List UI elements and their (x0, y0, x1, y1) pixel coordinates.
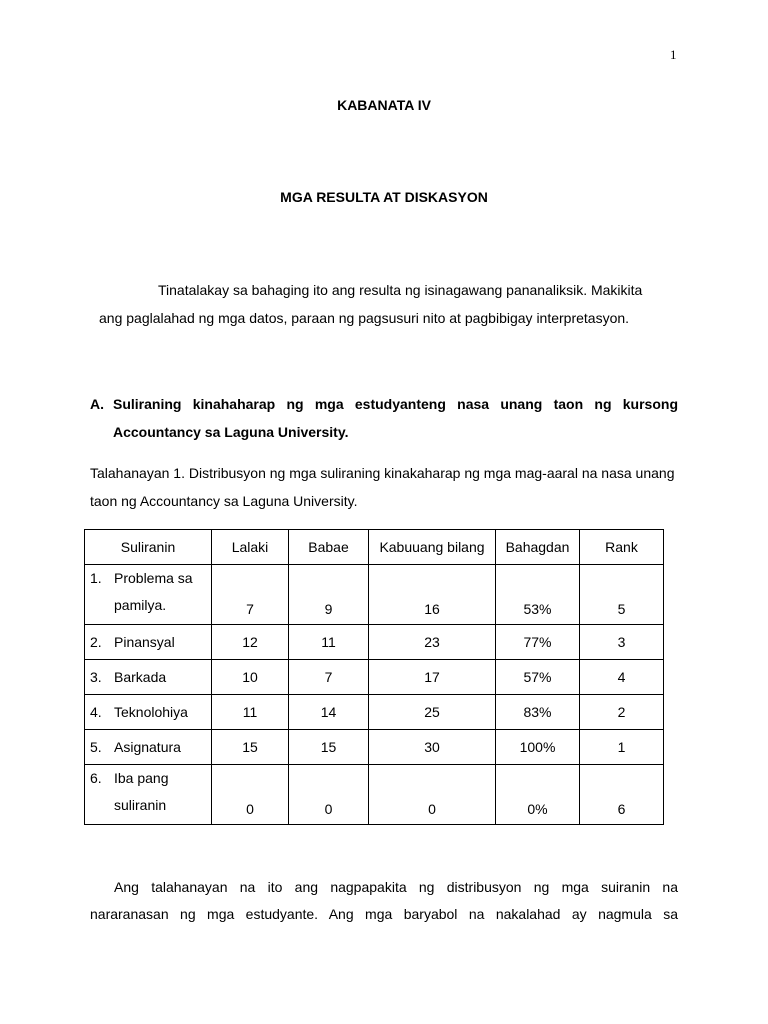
table-row (85, 660, 664, 695)
body-line-1: Ang talahanayan na ito ang nagpapakita ng distribusyon ng mga suiranin na (114, 879, 678, 895)
row-number: 2. (90, 634, 102, 650)
chapter-title: KABANATA IV (337, 97, 431, 113)
body-paragraph (90, 874, 678, 928)
distribution-table (84, 529, 664, 825)
cell-kabuuan: 30 (369, 730, 496, 765)
cell-bahagdan: 83% (496, 695, 580, 730)
table-row (85, 765, 664, 825)
table-caption: Talahanayan 1. Distribusyon ng mga suliraning kinakaharap ng mga mag-aaral na nasa unang taon ng Accountancy sa Laguna University. (90, 465, 675, 509)
section-a-marker: A. (90, 396, 104, 412)
header-suliranin: Suliranin (85, 530, 212, 565)
row-number: 6. (90, 770, 102, 786)
cell-babae: 14 (289, 695, 369, 730)
cell-suliranin (85, 565, 212, 625)
cell-bahagdan: 57% (496, 660, 580, 695)
table-header-row (85, 530, 664, 565)
cell-suliranin (85, 765, 212, 825)
header-babae: Babae (289, 530, 369, 565)
intro-line-2: ang paglalahad ng mga datos, paraan ng pagsusuri nito at pagbibigay interpretasyon. (99, 310, 630, 326)
page-number: 1 (670, 47, 677, 62)
table-row (85, 625, 664, 660)
section-a-heading (90, 390, 678, 446)
cell-lalaki: 11 (212, 695, 289, 730)
row-name: Problema sa (114, 570, 193, 586)
intro-line-1: Tinatalakay sa bahaging ito ang resulta ng isinagawang pananaliksik. Makikita (158, 282, 643, 298)
header-bahagdan: Bahagdan (496, 530, 580, 565)
cell-lalaki: 10 (212, 660, 289, 695)
cell-suliranin (85, 660, 212, 695)
cell-babae: 11 (289, 625, 369, 660)
row-number: 1. (90, 570, 102, 586)
row-name: Barkada (114, 669, 167, 685)
row-name: Iba pang (114, 770, 169, 786)
row-number: 5. (90, 739, 102, 755)
row-number: 3. (90, 669, 102, 685)
row-name: Pinansyal (114, 634, 175, 650)
cell-kabuuan: 17 (369, 660, 496, 695)
cell-rank: 3 (580, 625, 664, 660)
cell-lalaki: 7 (212, 565, 289, 625)
body-line-2: nararanasan ng mga estudyante. Ang mga baryabol na nakalahad ay nagmula sa (90, 906, 678, 922)
cell-babae: 7 (289, 660, 369, 695)
section-title: MGA RESULTA AT DISKASYON (280, 189, 488, 205)
header-kabuuang-bilang: Kabuuang bilang (369, 530, 496, 565)
cell-kabuuan: 25 (369, 695, 496, 730)
cell-bahagdan: 0% (496, 765, 580, 825)
row-name-continued: pamilya. (114, 597, 167, 613)
cell-bahagdan: 100% (496, 730, 580, 765)
cell-babae: 9 (289, 565, 369, 625)
row-number: 4. (90, 704, 102, 720)
row-name: Teknolohiya (114, 704, 188, 720)
row-name-continued: suliranin (114, 797, 167, 813)
cell-rank: 6 (580, 765, 664, 825)
cell-babae: 15 (289, 730, 369, 765)
header-rank: Rank (580, 530, 664, 565)
cell-kabuuan: 0 (369, 765, 496, 825)
cell-kabuuan: 23 (369, 625, 496, 660)
table-row (85, 695, 664, 730)
cell-suliranin (85, 730, 212, 765)
table-row (85, 565, 664, 625)
cell-kabuuan: 16 (369, 565, 496, 625)
cell-bahagdan: 77% (496, 625, 580, 660)
cell-lalaki: 0 (212, 765, 289, 825)
cell-lalaki: 12 (212, 625, 289, 660)
cell-suliranin (85, 625, 212, 660)
cell-rank: 2 (580, 695, 664, 730)
cell-babae: 0 (289, 765, 369, 825)
cell-rank: 1 (580, 730, 664, 765)
table-row (85, 730, 664, 765)
intro-paragraph (90, 276, 678, 332)
cell-rank: 4 (580, 660, 664, 695)
section-a-title: Suliraning kinahaharap ng mga estudyanteng nasa unang taon ng kursong Accountancy sa Laguna University. (113, 396, 678, 440)
header-lalaki: Lalaki (212, 530, 289, 565)
cell-lalaki: 15 (212, 730, 289, 765)
cell-rank: 5 (580, 565, 664, 625)
row-name: Asignatura (114, 739, 181, 755)
cell-bahagdan: 53% (496, 565, 580, 625)
cell-suliranin (85, 695, 212, 730)
